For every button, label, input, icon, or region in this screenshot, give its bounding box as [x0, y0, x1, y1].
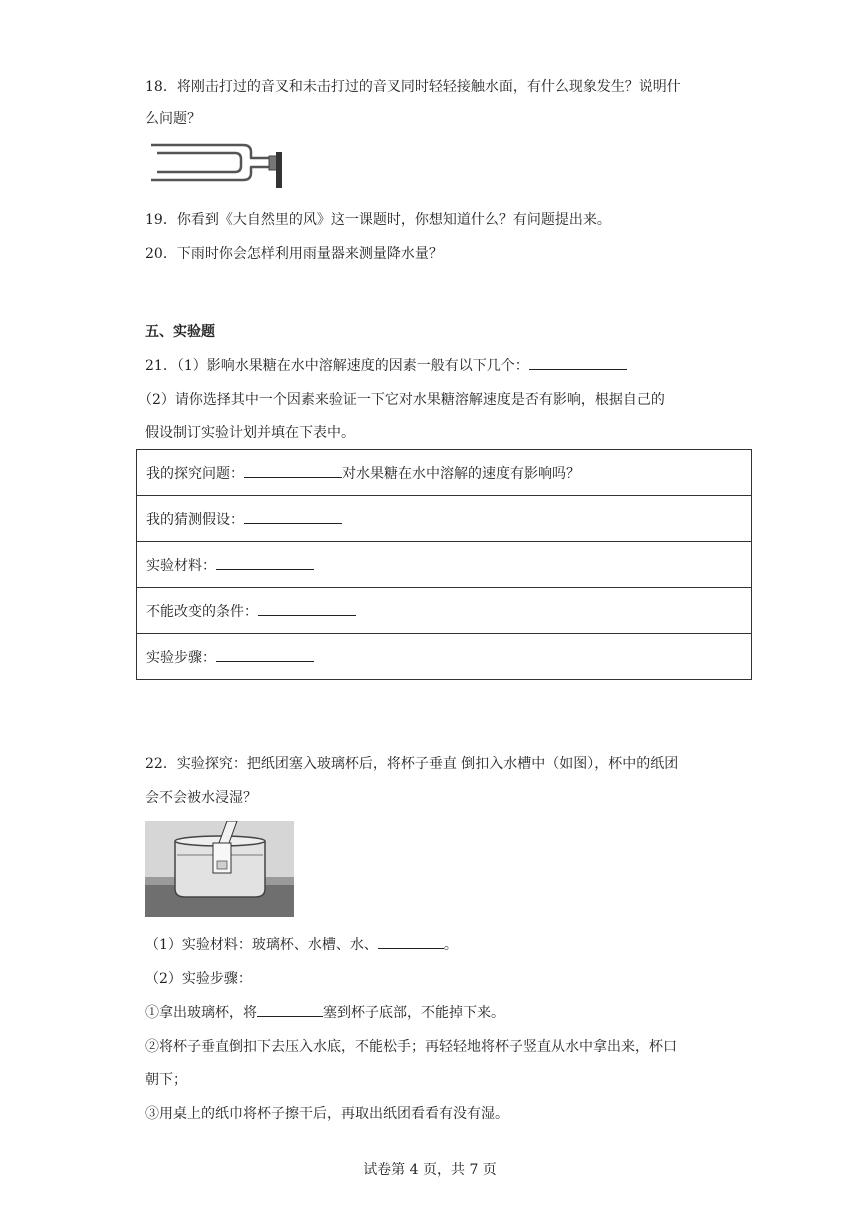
q22-line1: 22．实验探究：把纸团塞入玻璃杯后，将杯子垂直 倒扣入水槽中（如图），杯中的纸团: [145, 756, 679, 772]
answer-blank[interactable]: [258, 601, 356, 616]
q22-step1: [145, 1002, 505, 1022]
q22-step2-line1: ②将杯子垂直倒扣下去压入水底，不能松手；再轻轻地将杯子竖直从水中拿出来，杯口: [145, 1039, 677, 1055]
research-question-label: 我的探究问题：: [146, 465, 244, 482]
q21-part1: [145, 355, 627, 375]
q18-line2: 么问题？: [145, 111, 201, 127]
paper-ball-icon: [217, 861, 227, 869]
q22-step3: ③用桌上的纸巾将杯子擦干后，再取出纸团看看有没有湿。: [145, 1106, 509, 1122]
page-footer: 试卷第 4 页，共 7 页: [363, 1162, 497, 1178]
q22-step2-line2: 朝下；: [145, 1072, 187, 1088]
q22-step1-prefix: ①拿出玻璃杯，将: [145, 1005, 257, 1021]
table-row: [137, 542, 752, 588]
answer-blank[interactable]: [378, 934, 444, 949]
glass-in-water-tank-image: [145, 821, 294, 917]
answer-blank[interactable]: [244, 463, 342, 478]
steps-label: 实验步骤：: [146, 649, 216, 666]
answer-blank[interactable]: [257, 1002, 323, 1017]
hypothesis-label: 我的猜测假设：: [146, 511, 244, 528]
experiment-plan-table: [136, 449, 752, 680]
q21-part2-line1: （2）请你选择其中一个因素来验证一下它对水果糖溶解速度是否有影响，根据自己的: [138, 392, 665, 408]
answer-blank[interactable]: [216, 647, 314, 662]
answer-blank[interactable]: [529, 355, 627, 370]
research-question-suffix: 对水果糖在水中溶解的速度有影响吗？: [342, 465, 580, 482]
q19-text: 19．你看到《大自然里的风》这一课题时，你想知道什么？有问题提出来。: [145, 212, 611, 228]
q22-step1-suffix: 塞到杯子底部，不能掉下来。: [323, 1005, 505, 1021]
table-row: [137, 496, 752, 542]
answer-blank[interactable]: [244, 509, 342, 524]
q21-part2-line2: 假设制订实验计划并填在下表中。: [145, 425, 355, 441]
q20-text: 20．下雨时你会怎样利用雨量器来测量降水量？: [145, 246, 443, 262]
q22-materials: [145, 934, 458, 954]
tuning-fork-image: [145, 138, 287, 188]
section-title: 五、实验题: [145, 324, 215, 340]
constant-conditions-label: 不能改变的条件：: [146, 603, 258, 620]
answer-blank[interactable]: [216, 555, 314, 570]
q22-line2: 会不会被水浸湿？: [145, 790, 257, 806]
table-row: [137, 588, 752, 634]
q22-materials-text: （1）实验材料：玻璃杯、水槽、水、: [145, 937, 378, 953]
table-row: [137, 634, 752, 680]
tuning-fork-handle-icon: [276, 152, 282, 188]
q22-materials-suffix: 。: [443, 937, 458, 953]
q18-line1: 18．将刚击打过的音叉和未击打过的音叉同时轻轻接触水面，有什么现象发生？说明什: [145, 79, 681, 95]
table-row: [137, 450, 752, 496]
q22-steps-title: （2）实验步骤：: [145, 971, 252, 987]
q21-part1-text: 21．（1）影响水果糖在水中溶解速度的因素一般有以下几个：: [145, 358, 529, 374]
materials-label: 实验材料：: [146, 557, 216, 574]
